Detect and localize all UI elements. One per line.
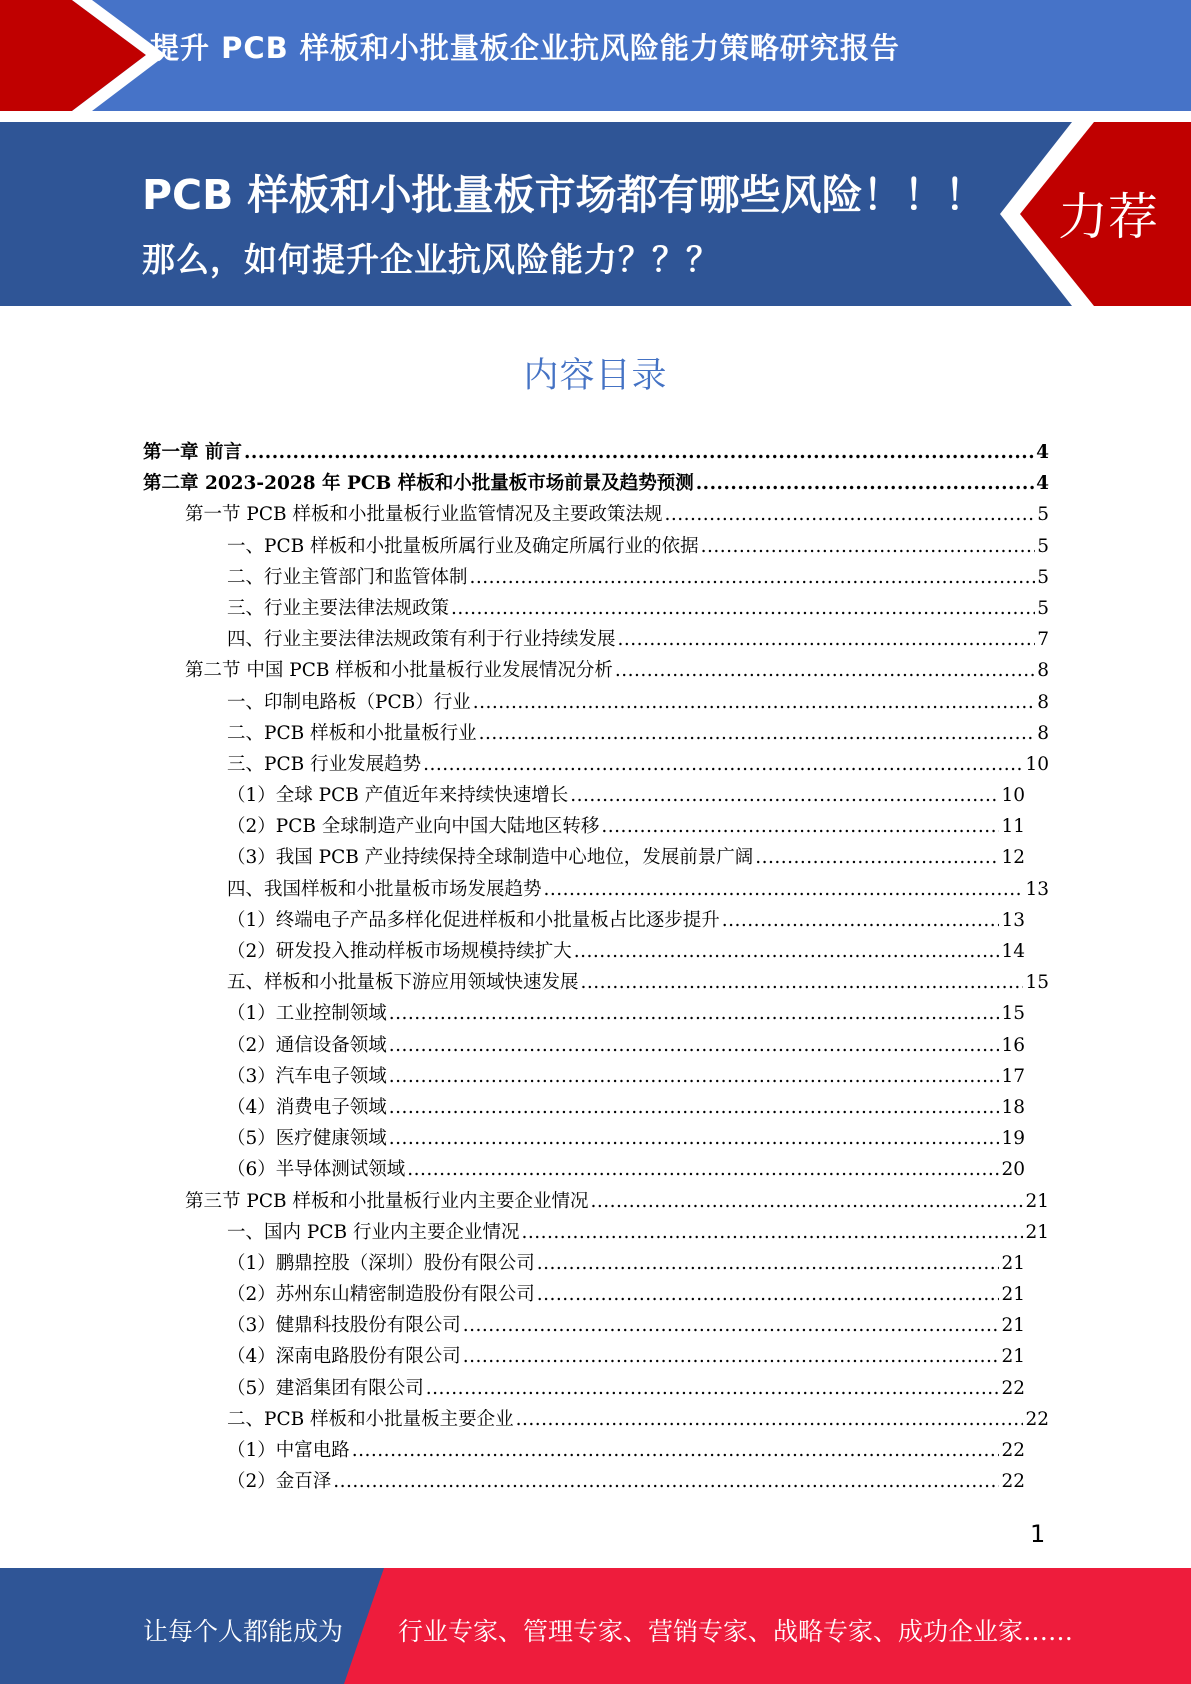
- toc-entry-page: 5: [1037, 597, 1049, 619]
- toc-entry[interactable]: [227, 1341, 1025, 1372]
- toc-entry-title: （5）医疗健康领域: [227, 1128, 387, 1150]
- toc-dot-leader: [615, 655, 1035, 686]
- toc-entry-title: 一、印制电路板（PCB）行业: [227, 691, 471, 713]
- toc-entry-page: 12: [1001, 847, 1025, 869]
- toc-entry-title: （1）中富电路: [227, 1440, 350, 1461]
- toc-entry-page: 22: [1025, 1408, 1049, 1430]
- toc-entry-page: 22: [1001, 1377, 1025, 1399]
- toc-dot-leader: [352, 1435, 1000, 1466]
- toc-entry[interactable]: [227, 1123, 1025, 1154]
- toc-entry-title: 一、PCB 样板和小批量板所属行业及确定所属行业的依据: [227, 535, 699, 557]
- toc-heading: 内容目录: [523, 356, 668, 396]
- toc-entry-title: （1）工业控制领域: [227, 1003, 387, 1025]
- toc-entry-title: （2）金百泽: [227, 1471, 332, 1493]
- toc-entry-title: 二、PCB 样板和小批量板行业: [227, 722, 477, 744]
- toc-entry[interactable]: [227, 1030, 1025, 1061]
- banner-headline: PCB 样板和小批量板市场都有哪些风险！！！: [142, 171, 986, 219]
- toc-entry[interactable]: [227, 562, 1049, 593]
- toc-entry[interactable]: [227, 1154, 1025, 1185]
- banner-subheadline: 那么，如何提升企业抗风险能力？？？: [142, 240, 720, 279]
- toc-dot-leader: [664, 499, 1035, 530]
- footer-slogan-left: 让每个人都能成为: [143, 1617, 344, 1646]
- toc-dot-leader: [521, 1217, 1023, 1248]
- toc-entry[interactable]: [227, 1217, 1049, 1248]
- toc-entry[interactable]: [227, 905, 1025, 936]
- toc-dot-leader: [463, 1310, 1000, 1341]
- toc-dot-leader: [470, 562, 1036, 593]
- promo-banner: [0, 122, 1191, 306]
- toc-entry-page: 14: [1001, 941, 1025, 962]
- toc-entry-page: 13: [1025, 878, 1049, 900]
- toc-entry[interactable]: [185, 1186, 1049, 1217]
- toc-entry-title: （1）鹏鼎控股（深圳）股份有限公司: [227, 1252, 535, 1274]
- toc-entry-page: 4: [1036, 442, 1049, 463]
- toc-entry-title: 第二节 中国 PCB 样板和小批量板行业发展情况分析: [185, 660, 613, 682]
- toc-dot-leader: [516, 1404, 1024, 1435]
- toc-entry-page: 13: [1001, 909, 1025, 931]
- toc-entry[interactable]: [227, 531, 1049, 562]
- toc-dot-leader: [574, 936, 1000, 967]
- toc-entry-title: （1）终端电子产品多样化促进样板和小批量板占比逐步提升: [227, 909, 720, 931]
- toc-dot-leader: [389, 1092, 1000, 1123]
- toc-entry-title: （5）建滔集团有限公司: [227, 1377, 424, 1399]
- toc-entry-title: 三、PCB 行业发展趋势: [227, 753, 422, 775]
- toc-entry-page: 10: [1025, 753, 1049, 775]
- toc-entry-title: （4）消费电子领域: [227, 1096, 387, 1118]
- toc-dot-leader: [333, 1466, 999, 1497]
- toc-entry-title: （2）通信设备领域: [227, 1034, 387, 1056]
- toc-entry-page: 21: [1025, 1190, 1049, 1212]
- toc-entry[interactable]: [227, 811, 1025, 842]
- toc-entry-title: （1）全球 PCB 产值近年来持续快速增长: [227, 785, 569, 807]
- toc-dot-leader: [755, 842, 999, 873]
- toc-entry-title: （3）健鼎科技股份有限公司: [227, 1315, 461, 1337]
- toc-entry-page: 5: [1037, 504, 1049, 526]
- toc-dot-leader: [537, 1248, 1000, 1279]
- toc-entry[interactable]: [227, 1373, 1025, 1404]
- toc-entry[interactable]: [227, 936, 1025, 967]
- toc-dot-leader: [570, 780, 999, 811]
- toc-entry-title: 四、我国样板和小批量板市场发展趋势: [227, 878, 542, 900]
- toc-entry-title: 三、行业主要法律法规政策: [227, 597, 450, 619]
- toc-entry-page: 8: [1037, 660, 1049, 682]
- toc-dot-leader: [537, 1279, 1000, 1310]
- toc-entry-title: 四、行业主要法律法规政策有利于行业持续发展: [227, 629, 616, 651]
- toc-dot-leader: [581, 967, 1024, 998]
- toc-entry[interactable]: [227, 624, 1049, 655]
- toc-dot-leader: [479, 718, 1036, 749]
- toc-entry[interactable]: [227, 1248, 1025, 1279]
- footer-slogan-right: 行业专家、管理专家、营销专家、战略专家、成功企业家……: [398, 1617, 1074, 1646]
- toc-dot-leader: [389, 1061, 1000, 1092]
- toc-entry-title: 一、国内 PCB 行业内主要企业情况: [227, 1221, 520, 1243]
- toc-entry-title: 五、样板和小批量板下游应用领域快速发展: [227, 972, 579, 994]
- toc-dot-leader: [696, 468, 1034, 499]
- toc-entry-page: 22: [1001, 1471, 1025, 1493]
- table-of-contents: [0, 437, 1191, 1497]
- recommend-badge: 力荐: [1058, 188, 1158, 246]
- toc-entry[interactable]: [227, 780, 1025, 811]
- toc-entry[interactable]: [143, 468, 1049, 499]
- toc-entry-page: 21: [1001, 1284, 1025, 1306]
- toc-entry-title: （6）半导体测试领域: [227, 1159, 406, 1181]
- toc-dot-leader: [426, 1373, 1000, 1404]
- toc-entry-title: （3）汽车电子领域: [227, 1065, 387, 1087]
- toc-entry[interactable]: [227, 1092, 1025, 1123]
- toc-entry-title: 第二章 2023-2028 年 PCB 样板和小批量板市场前景及趋势预测: [143, 473, 694, 495]
- toc-entry-page: 4: [1036, 473, 1049, 495]
- toc-entry[interactable]: [143, 437, 1049, 468]
- toc-entry-title: （2）研发投入推动样板市场规模持续扩大: [227, 941, 572, 962]
- toc-entry[interactable]: [227, 1310, 1025, 1341]
- toc-dot-leader: [701, 531, 1036, 562]
- toc-dot-leader: [244, 437, 1034, 468]
- report-title: 提升 PCB 样板和小批量板企业抗风险能力策略研究报告: [150, 31, 900, 65]
- toc-entry[interactable]: [227, 967, 1049, 998]
- toc-entry[interactable]: [227, 1061, 1025, 1092]
- toc-entry-page: 15: [1001, 1003, 1025, 1025]
- toc-dot-leader: [407, 1154, 999, 1185]
- toc-dot-leader: [389, 998, 1000, 1029]
- toc-entry-title: （3）我国 PCB 产业持续保持全球制造中心地位，发展前景广阔: [227, 847, 754, 869]
- toc-entry-page: 10: [1001, 785, 1025, 807]
- toc-entry-page: 21: [1001, 1315, 1025, 1337]
- toc-entry-page: 22: [1001, 1440, 1025, 1461]
- toc-entry-title: 二、PCB 样板和小批量板主要企业: [227, 1408, 514, 1430]
- toc-dot-leader: [590, 1186, 1023, 1217]
- toc-dot-leader: [722, 905, 1000, 936]
- toc-entry-title: 第三节 PCB 样板和小批量板行业内主要企业情况: [185, 1190, 589, 1212]
- toc-entry[interactable]: [227, 998, 1025, 1029]
- toc-entry[interactable]: [227, 749, 1049, 780]
- toc-entry-page: 17: [1001, 1065, 1025, 1087]
- toc-entry-page: 11: [1001, 816, 1025, 838]
- toc-dot-leader: [451, 593, 1035, 624]
- toc-entry-title: 第一章 前言: [143, 442, 242, 463]
- toc-dot-leader: [473, 687, 1036, 718]
- toc-dot-leader: [618, 624, 1036, 655]
- toc-entry-title: （2）PCB 全球制造产业向中国大陆地区转移: [227, 816, 600, 838]
- report-header-band: [0, 0, 1191, 111]
- toc-entry[interactable]: [185, 499, 1049, 530]
- toc-entry[interactable]: [185, 655, 1049, 686]
- toc-entry-page: 21: [1001, 1252, 1025, 1274]
- toc-entry-title: （2）苏州东山精密制造股份有限公司: [227, 1284, 535, 1306]
- toc-entry[interactable]: [227, 1404, 1049, 1435]
- toc-entry-page: 20: [1001, 1159, 1025, 1181]
- toc-entry-page: 16: [1001, 1034, 1025, 1056]
- page-number: 1: [1030, 1520, 1046, 1548]
- toc-entry-title: （4）深南电路股份有限公司: [227, 1346, 461, 1368]
- toc-entry-page: 5: [1037, 566, 1049, 588]
- toc-entry-page: 18: [1001, 1096, 1025, 1118]
- toc-entry[interactable]: [227, 1466, 1025, 1497]
- toc-dot-leader: [389, 1030, 1000, 1061]
- toc-entry-page: 21: [1025, 1221, 1049, 1243]
- toc-entry-page: 8: [1037, 691, 1049, 713]
- toc-entry[interactable]: [227, 687, 1049, 718]
- toc-entry-title: 第一节 PCB 样板和小批量板行业监管情况及主要政策法规: [185, 504, 663, 526]
- toc-dot-leader: [389, 1123, 1000, 1154]
- toc-entry-page: 15: [1025, 972, 1049, 994]
- footer-band: [0, 1568, 1191, 1684]
- toc-entry[interactable]: [227, 1435, 1025, 1466]
- toc-entry[interactable]: [227, 1279, 1025, 1310]
- toc-entry-page: 8: [1037, 722, 1049, 744]
- toc-entry-title: 二、行业主管部门和监管体制: [227, 566, 468, 588]
- toc-entry-page: 5: [1037, 535, 1049, 557]
- toc-entry[interactable]: [227, 874, 1049, 905]
- toc-entry[interactable]: [227, 718, 1049, 749]
- toc-entry[interactable]: [227, 842, 1025, 873]
- toc-entry-page: 19: [1001, 1128, 1025, 1150]
- toc-entry[interactable]: [227, 593, 1049, 624]
- toc-dot-leader: [463, 1341, 1000, 1372]
- toc-dot-leader: [601, 811, 999, 842]
- toc-entry-page: 7: [1037, 629, 1049, 651]
- toc-entry-page: 21: [1001, 1346, 1025, 1368]
- toc-dot-leader: [423, 749, 1023, 780]
- toc-dot-leader: [544, 874, 1024, 905]
